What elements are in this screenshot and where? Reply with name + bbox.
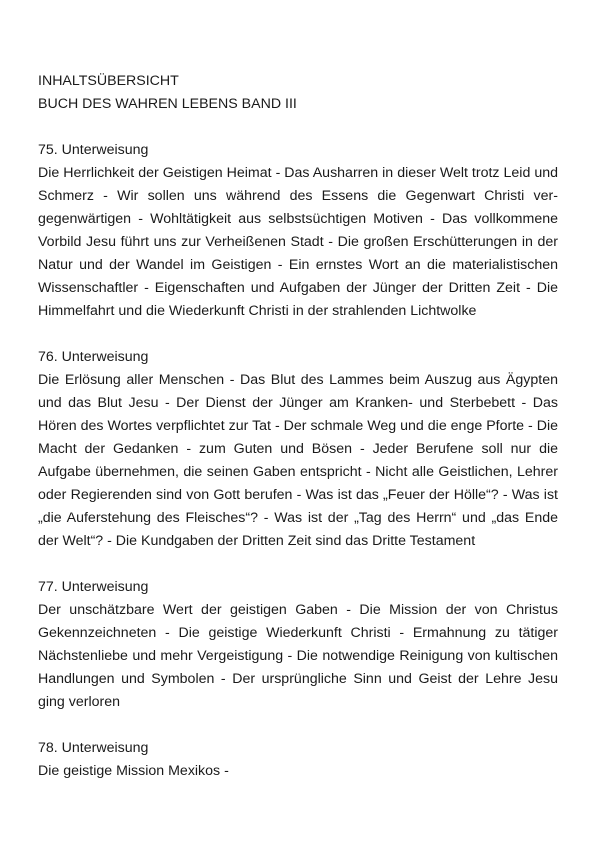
section-body: Die geistige Mission Mexikos - — [38, 763, 229, 779]
section-75 — [38, 139, 558, 323]
section-body: Die Erlösung aller Menschen - Das Blut des Lammes beim Auszug aus Ägypten und das Blut Jesu - Der Dienst der Jünger am Kranken- und Sterbebett - Das Hören des Wortes verpflichtet zur Tat - Der schmale Weg und die enge Pforte - Die Macht der Gedanken - zum Guten und Bösen - Jeder Berufene soll nur die Aufgabe übernehmen, die seinen Gaben entspricht - Nicht alle Geistlichen, Lehrer oder Regierenden sind von Gott berufen - Was ist das „Feuer der Hölle“? - Was ist „die Auferstehung des Fleisches“? - Was ist der „Tag des Herrn“ und „das Ende der Welt“? - Die Kundgaben der Dritten Zeit sind das Dritte Testament — [38, 372, 558, 549]
document-page — [38, 70, 558, 783]
section-78 — [38, 737, 558, 783]
section-title: 76. Unterweisung — [38, 349, 149, 365]
section-body: Die Herrlichkeit der Geistigen Heimat - Das Ausharren in dieser Welt trotz Leid und Schmerz - Wir sollen uns während des Essens die Gegenwart Christi vergegenwärtigen - Wohltätigkeit aus selbstsüchtigen Motiven - Das vollkommene Vorbild Jesu führt uns zur Verheißenen Stadt - Die großen Erschütterungen in der Natur und der Wandel im Geistigen - Ein ernstes Wort an die materialistischen Wissenschaftler - Eigenschaften und Aufgaben der Jünger der Dritten Zeit - Die Himmelfahrt und die Wiederkunft Christi in der strahlenden Lichtwolke — [38, 165, 558, 319]
section-title: 78. Unterweisung — [38, 740, 149, 756]
sections-list — [38, 139, 558, 783]
section-title: 77. Unterweisung — [38, 579, 149, 595]
document-subtitle: BUCH DES WAHREN LEBENS BAND III — [38, 96, 297, 112]
section-76 — [38, 346, 558, 553]
section-title: 75. Unterweisung — [38, 142, 149, 158]
document-title: INHALTSÜBERSICHT — [38, 73, 179, 89]
section-77 — [38, 576, 558, 714]
section-body: Der unschätzbare Wert der geistigen Gaben - Die Mission der von Christus Gekennzeichneten - Die geistige Wiederkunft Christi - Ermahnung zu tätiger Nächstenliebe und mehr Vergeistigung - Die notwendige Reinigung von kultischen Handlungen und Symbolen - Der ursprüngliche Sinn und Geist der Lehre Jesu ging verloren — [38, 602, 558, 710]
